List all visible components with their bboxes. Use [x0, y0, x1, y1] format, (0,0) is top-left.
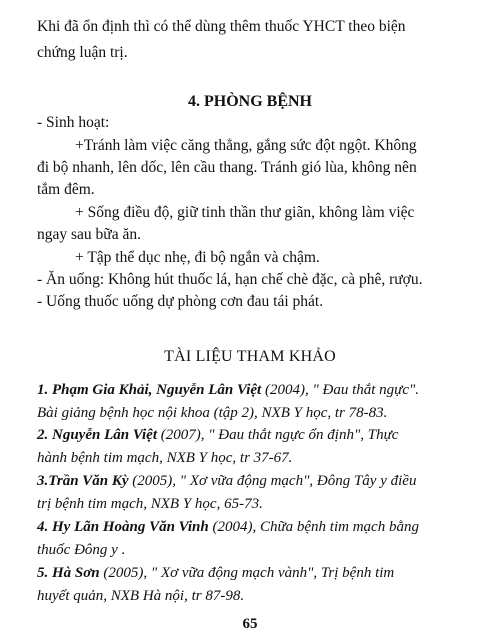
prevention-line: - Ăn uống: Không hút thuốc lá, hạn chế chè đặc, cà phê, rượu.: [37, 271, 423, 288]
reference-line: huyết quản, NXB Hà nội, tr 87-98.: [37, 588, 245, 604]
reference-text: (2005), " Xơ vữa động mạch", Đông Tây y điều: [128, 473, 417, 489]
reference-author: 5. Hà Sơn: [37, 565, 100, 581]
prevention-line: - Sinh hoạt:: [37, 114, 110, 131]
prevention-line: + Sống điều độ, giữ tinh thần thư giãn, không làm việc: [75, 204, 415, 221]
reference-line: trị bệnh tim mạch, NXB Y học, 65-73.: [37, 496, 263, 512]
section-title: 4. PHÒNG BỆNH: [187, 93, 312, 110]
reference-text: (2004), " Đau thắt ngực".: [261, 382, 420, 398]
reference-author: 3.Trần Văn Kỳ: [37, 473, 129, 489]
reference-line: Bài giảng bệnh học nội khoa (tập 2), NXB Y học, tr 78-83.: [37, 405, 388, 421]
prevention-line: ngay sau bữa ăn.: [37, 226, 141, 243]
reference-line: [37, 425, 398, 445]
reference-author: 4. Hy Lãn Hoàng Văn Vinh: [37, 519, 209, 535]
reference-line: [37, 563, 394, 583]
reference-line: thuốc Đông y .: [37, 542, 126, 558]
prevention-line: đi bộ nhanh, lên dốc, lên cầu thang. Tránh gió lùa, không nên: [37, 159, 417, 176]
prevention-line: tắm đêm.: [37, 181, 95, 198]
prevention-line: + Tập thể dục nhẹ, đi bộ ngắn và chậm.: [75, 249, 320, 266]
reference-author: 1. Phạm Gia Khải, Nguyễn Lân Việt: [37, 382, 262, 398]
reference-text: (2007), " Đau thắt ngực ổn định", Thực: [157, 427, 399, 443]
intro-line-2: chứng luận trị.: [37, 44, 128, 61]
references-title: TÀI LIỆU THAM KHẢO: [164, 348, 336, 365]
prevention-line: - Uống thuốc uống dự phòng cơn đau tái phát.: [37, 293, 324, 310]
intro-line-1: Khi đã ổn định thì có thể dùng thêm thuốc YHCT theo biện: [37, 18, 406, 35]
reference-text: (2004), Chữa bệnh tim mạch bằng: [208, 519, 419, 535]
reference-author: 2. Nguyễn Lân Việt: [37, 427, 158, 443]
reference-line: [37, 380, 419, 400]
reference-line: [37, 517, 419, 537]
page-number: 65: [242, 616, 258, 632]
reference-line: hành bệnh tim mạch, NXB Y học, tr 37-67.: [37, 450, 293, 466]
reference-text: (2005), " Xơ vữa động mạch vành", Trị bệnh tim: [99, 565, 395, 581]
reference-line: [37, 471, 416, 491]
prevention-line: +Tránh làm việc căng thẳng, gắng sức đột ngột. Không: [75, 137, 417, 154]
